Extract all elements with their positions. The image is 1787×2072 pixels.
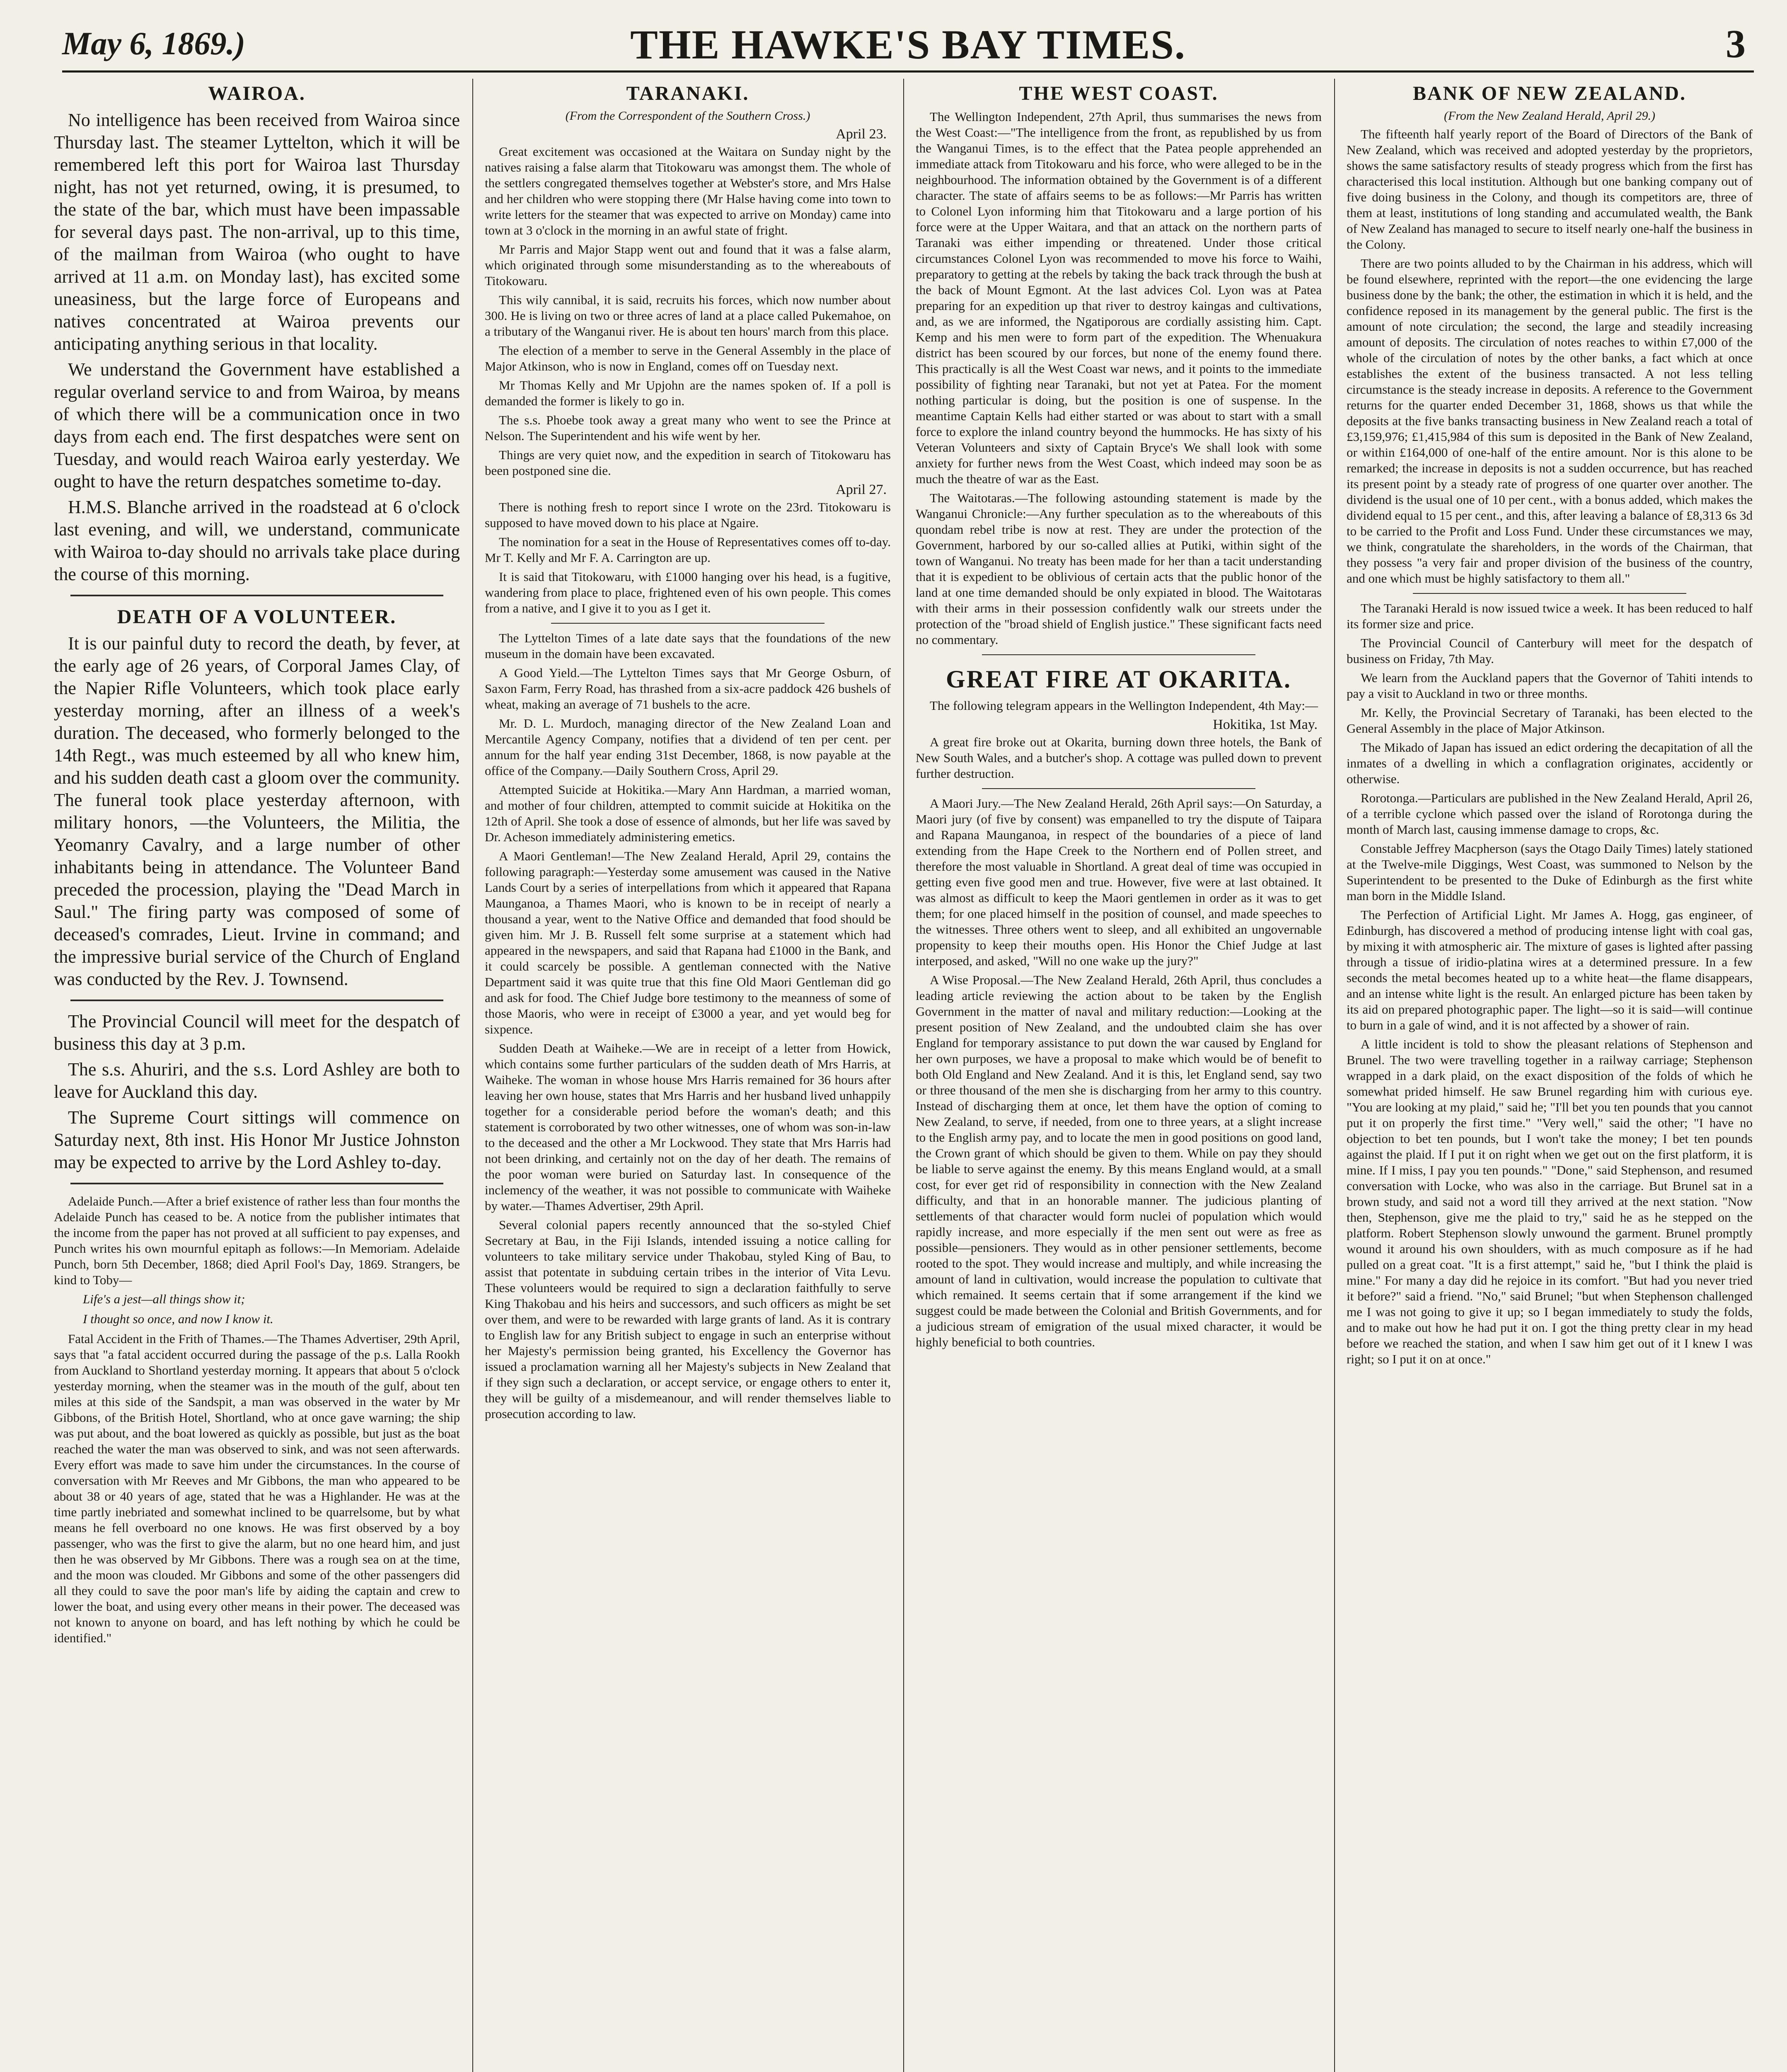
page-number: 3 <box>1726 22 1746 66</box>
column-divider <box>1334 79 1335 2072</box>
taranaki-paragraph: The nomination for a seat in the House of Representatives comes off to-day. Mr T. Kelly and Mr F. A. Carrington are up. <box>485 535 891 565</box>
section-divider <box>551 623 825 624</box>
notice-paragraph: The Provincial Council will meet for the despatch of business this day at 3 p.m. <box>54 1011 460 1054</box>
fire-dateline: Hokitika, 1st May. <box>1213 717 1318 732</box>
issue-date: May 6, 1869.) <box>62 25 245 61</box>
macpherson-paragraph: Constable Jeffrey Macpherson (says the Otago Daily Times) lately stationed at the Twelve-mile Diggings, West Coast, was summoned to Nelson by the Superintendent to be presented to the Duke of Edinburgh as the first white man born in the Middle Island. <box>1347 841 1753 903</box>
column-1 <box>54 79 460 2072</box>
bank-heading: BANK OF NEW ZEALAND. <box>1412 82 1687 104</box>
yield-paragraph: A Good Yield.—The Lyttelton Times says that Mr George Osburn, of Saxon Farm, Ferry Road, has thrashed from a six-acre paddock 426 bushels of wheat, making an average of 71 bushels to the acre. <box>485 666 891 712</box>
herald-paragraph: The Taranaki Herald is now issued twice a week. It has been reduced to half its former size and price. <box>1347 601 1753 631</box>
masthead <box>62 17 1754 73</box>
taranaki-heading: TARANAKI. <box>626 82 750 104</box>
taranaki-paragraph: Mr Parris and Major Stapp went out and found that it was a false alarm, which originated through some misunderstanding as to the whereabouts of Titokowaru. <box>485 242 891 288</box>
bank-byline: (From the New Zealand Herald, April 29.) <box>1444 109 1655 123</box>
mikado-paragraph: The Mikado of Japan has issued an edict ordering the decapitation of all the inmates of a dwelling in which a conflagration originates, accidently or otherwise. <box>1347 740 1753 786</box>
column-divider <box>472 79 473 2072</box>
column-3 <box>916 79 1322 2072</box>
rorotonga-paragraph: Rorotonga.—Particulars are published in the New Zealand Herald, April 26, of a terrible cyclone which passed over the island of Rorotonga during the month of March last, causing immense damage to crops, &c. <box>1347 791 1753 837</box>
section-divider <box>982 654 1255 655</box>
artificial-light-paragraph: The Perfection of Artificial Light. Mr James A. Hogg, gas engineer, of Edinburgh, has discovered a method of producing intense light with coal gas, by mixing it with atmospheric air. The mixture of gases is lighted after passing through a tissue of iridio-platina wires at a determined pressure. In a few seconds the metal becomes heated up to a white heat—the flame disappears, and an intense white light is the result. An enlarged picture has been taken by its aid on prepared photographic paper. The light—so it is said—will continue to burn in a gale of wind, and it is not affected by a shower of rain. <box>1347 908 1753 1032</box>
newspaper-title: THE HAWKE'S BAY TIMES. <box>630 22 1186 68</box>
stephenson-paragraph: A little incident is told to show the pleasant relations of Stephenson and Brunel. The two were travelling together in a railway carriage; Stephenson wrapped in a dark plaid, on the exact disposition of the folds of which he somewhat prided himself. He saw Brunel regarding him with curious eye. "You are looking at my plaid," said he; "I'll bet you ten pounds that you cannot put it on properly the first time." "Very well," said the other; "I have no objection to bet ten pounds, but I won't take the money; I bet ten pounds against the plaid. If I put it on right when we get out on the first platform, it is mine. If I miss, I pay you ten pounds." "Done," said Stephenson, and resumed conversation with Locke, who was also in the carriage. But Brunel sat in a brown study, and said not a word till they arrived at the next station. "Now then, Stephenson, give me the plaid to try," said he as he stepped on the platform. Robert Stephenson slowly unwound the garment. Brunel promptly wound it around his own shoulders, with as much composure as if he had pulled on a great coat. "It is a first attempt," said he, "but I think the plaid is mine." For many a day did he rejoice in its comfort. "But had you never tried it before?" said a friend. "No," said Brunel; "but when Stephenson challenged me I was not going to give it up; so I began immediately to study the folds, and to make out how he had put it on. I got the thing pretty clear in my head before we reached the station, and when I saw him get out of it I knew I was right; so I put it on at once." <box>1347 1037 1753 1366</box>
taranaki-paragraph: This wily cannibal, it is said, recruits his forces, which now number about 300. He is living on two or three acres of land at a place called Pukemahoe, on a tributary of the Wanganui river. He is about ten hours' march from this place. <box>485 293 891 339</box>
fire-paragraph: A great fire broke out at Okarita, burning down three hotels, the Bank of New South Wales, and a butcher's shop. A cottage was pulled down to prevent further destruction. <box>916 735 1322 781</box>
notice-paragraph: The s.s. Ahuriri, and the s.s. Lord Ashley are both to leave for Auckland this day. <box>54 1059 460 1102</box>
volunteer-paragraph: It is our painful duty to record the death, by fever, at the early age of 26 years, of Corporal James Clay, of the Napier Rifle Volunteers, which took place early yesterday morning, after an illness of a week's duration. The deceased, who formerly belonged to the 14th Regt., was much esteemed by all who knew him, and his sudden death cast a gloom over the community. The funeral took place yesterday afternoon, with military honors, —the Volunteers, the Militia, the Yeomanry Cavalry, and a large number of other inhabitants being in attendance. The Volunteer Band preceded the procession, playing the "Dead March in Saul." The firing party was composed of some of deceased's comrades, Lieut. Irvine in command; and the impressive burial service of the Church of England was conducted by the Rev. J. Townsend. <box>54 633 460 989</box>
punch-paragraph: Adelaide Punch.—After a brief existence of rather less than four months the Adelaide Punch has ceased to be. A notice from the publisher intimates that the income from the paper has not proved at all sufficient to pay expenses, and Punch writes his own mournful epitaph as follows:—In Memoriam. Adelaide Punch, born 5th December, 1868; died April Fool's Day, 1869. Strangers, be kind to Toby— <box>54 1194 460 1287</box>
bank-paragraph: The fifteenth half yearly report of the Board of Directors of the Bank of New Zealand, which was received and adopted yesterday by the proprietors, shows the same satisfactory results of steady progress which from the first has characterised this local institution. Although but one banking company out of five doing business in the Colony, and though its competitors are, three of them at least, institutions of long standing and accumulated wealth, the Bank of New Zealand has managed to secure to itself nearly one-half the business in the Colony. <box>1347 127 1753 252</box>
columns <box>54 79 1753 2072</box>
section-divider <box>982 788 1255 789</box>
wairoa-paragraph: No intelligence has been received from Wairoa since Thursday last. The steamer Lyttelton, which it will be remembered left this port for Wairoa last Thursday night, has not yet returned, owing, it is presumed, to the state of the bar, which must have been impassable for several days past. The non-arrival, up to this time, of the mailman from Wairoa (who ought to have arrived at 11 a.m. on Monday last), has excited some uneasiness, but the large force of Europeans and natives concentrated at Wairoa prevents our anticipating anything serious in that locality. <box>54 110 460 354</box>
west-coast-heading: THE WEST COAST. <box>1019 82 1219 104</box>
fiji-paragraph: Several colonial papers recently announced that the so-styled Chief Secretary at Bau, in the Fiji Islands, intended issuing a notice calling for volunteers to take military service under Thakobau, styled King of Bau, to assist that potentate in subduing certain tribes in the interior of Vita Levu. These volunteers would be required to sign a declaration faithfully to serve King Thakobau and his heirs and successors, and such officers as might be set over them, and were to be rewarded with large grants of land. As it is contrary to English law for any British subject to engage in such an enterprise without her Majesty's permission being granted, his Excellency the Governor has issued a proclamation warning all her Majesty's subjects in New Zealand that if they sign such a declaration, or accept service, or engage others to enter it, they will be guilty of a misdemeanour, and will render themselves liable to prosecution according to law. <box>485 1218 891 1421</box>
bank-paragraph: There are two points alluded to by the Chairman in his address, which will be found elsewhere, reprinted with the report—the one evidencing the large business done by the bank; the other, the estimation in which it is held, and the confidence reposed in its management by the general public. The first is the amount of note circulation; the second, the large and steadily increasing amount of deposits. The circulation of notes reaches to within £7,000 of the whole of the circulation of notes by the other banks, a fact which at once establishes the extent of the business transacted. A not less telling circumstance is the steady increase in deposits. A reference to the Government returns for the quarter ended December 31, 1868, shows us that while the deposits at the five banks transacting business in New Zealand reach a total of £3,159,976; £1,415,984 of this sum is deposited in the Bank of New Zealand, or within £164,000 of one-half of the entire amount. Nor is this alone to be remarked; the increase in deposits is not a sudden occurrence, but has reached its present point by a steady rate of progress of one quarter over another. The dividend is the usual one of 10 per cent., with a bonus added, which makes the dividend equal to 15 per cent., and this, after leaving a balance of £8,313 6s 3d to be carried to the Profit and Loss Fund. Under these circumstances we may, we think, congratulate the shareholders, in the words of the Chairman, that they possess "a very fair and proper division of the business of the country, and one which must be highly satisfactory to them all." <box>1347 256 1753 586</box>
taranaki-paragraph: The s.s. Phoebe took away a great many who went to see the Prince at Nelson. The Superintendent and his wife went by her. <box>485 413 891 443</box>
kelly-paragraph: Mr. Kelly, the Provincial Secretary of Taranaki, has been elected to the General Assembly in the place of Major Atkinson. <box>1347 705 1753 736</box>
taranaki-dateline: April 23. <box>836 126 887 142</box>
taranaki-paragraph: It is said that Titokowaru, with £1000 hanging over his head, is a fugitive, wandering from place to place, frightened even of his own people. This comes from a native, and I give it to you as I get it. <box>485 569 891 615</box>
waiheke-paragraph: Sudden Death at Waiheke.—We are in receipt of a letter from Howick, which contains some further particulars of the sudden death of Mrs Harris, at Waiheke. The woman in whose house Mrs Harris remained for 36 hours after leaving her own house, states that Mrs Harris and her husband lived unhappily together for a considerable period before the woman's death; and this statement is corroborated by two other witnesses, one of whom was son-in-law to the deceased and the other a Mr Lockwood. They state that Mrs Harris had not been drinking, and certainly not on the day of her death. The remains of the poor woman were buried on Saturday last. In consequence of the inclemency of the weather, it was not possible to communicate with Waiheke by water.—Thames Advertiser, 29th April. <box>485 1041 891 1213</box>
taranaki-paragraph: Great excitement was occasioned at the Waitara on Sunday night by the natives raising a false alarm that Titokowaru was amongst them. The whole of the settlers congregated themselves together at Webster's store, and Mrs Halse and her children who were stopping there (Mr Halse having come into town to write letters for the steamer that was expected to arrive on Monday) came into town at 3 o'clock in the morning in an awful state of fright. <box>485 144 891 237</box>
taranaki-paragraph: There is nothing fresh to report since I wrote on the 23rd. Titokowaru is supposed to have moved down to his place at Ngaire. <box>485 500 891 530</box>
volunteer-heading: DEATH OF A VOLUNTEER. <box>117 606 397 628</box>
dividend-paragraph: Mr. D. L. Murdoch, managing director of the New Zealand Loan and Mercantile Agency Company, notifies that a dividend of ten per cent. per annum for the half year ending 31st December, 1868, is now payable at the office of the Company.—Daily Southern Cross, April 29. <box>485 716 891 778</box>
taranaki-paragraph: Mr Thomas Kelly and Mr Upjohn are the names spoken of. If a poll is demanded the former is likely to go in. <box>485 378 891 408</box>
section-divider <box>70 1000 443 1001</box>
suicide-paragraph: Attempted Suicide at Hokitika.—Mary Ann Hardman, a married woman, and mother of four children, attempted to commit suicide at Hokitika on the 12th of April. She took a dose of essence of almonds, but her life was saved by Dr. Acheson immediately administering emetics. <box>485 782 891 844</box>
tahiti-paragraph: We learn from the Auckland papers that the Governor of Tahiti intends to pay a visit to Auckland in two or three months. <box>1347 670 1753 701</box>
wairoa-paragraph: We understand the Government have established a regular overland service to and from Wairoa, by means of which there will be a communication once in two days from each end. The first despatches were sent on Tuesday, and would reach Wairoa early yesterday. We ought to have the return despatches sometime to-day. <box>54 359 460 491</box>
taranaki-byline: (From the Correspondent of the Southern Cross.) <box>565 109 810 123</box>
wairoa-heading: WAIROA. <box>208 82 306 104</box>
taranaki-dateline: April 27. <box>836 482 887 497</box>
wise-proposal-paragraph: A Wise Proposal.—The New Zealand Herald, 26th April, thus concludes a leading article reviewing the action about to be taken by the English Government in the matter of naval and military reduction:—Looking at the present position of New Zealand, and the undoubted claim she has over England for temporary assistance to put down the war caused by England for her own purposes, we have a proposal to make which would be of benefit to both Old England and New Zealand. And it is this, let England send, say two or three thousand of the men she is discharging from her army to this country. Instead of discharging them at once, let them have the option of coming to New Zealand, to serve, if needed, from one to three years, at a slight increase to the English army pay, and to locate the men in good positions on good land, the Crown grant of which should be given to them. While on pay they should be liable to serve against the enemy. By this means England would, at a small cost, for ever get rid of responsibility in connection with the New Zealand difficulty, and that in an honorable manner. The judicious planting of settlements of that character would form nuclei of population which would rapidly increase, and more especially if the men sent out were as free as possible—pensioners. They would as in other pensioner settlements, become rooted to the spot. They would increase and multiply, and while increasing the amount of land in cultivation, would increase the population to cultivate that which remained. It seems certain that if some arrangement if the kind we suggest could be made between the Colonial and British Governments, and for a judicious stream of emigration of the usual mixed character, it would be highly beneficial to both countries. <box>916 973 1322 1349</box>
section-divider <box>1413 593 1686 594</box>
column-2 <box>485 79 891 2072</box>
wairoa-paragraph: H.M.S. Blanche arrived in the roadstead at 6 o'clock last evening, and will, we understand, communicate with Wairoa to-day should no arrivals take place during the course of this morning. <box>54 497 460 584</box>
taranaki-paragraph: The election of a member to serve in the General Assembly in the place of Major Atkinson, who is now in England, comes off on Tuesday next. <box>485 343 891 373</box>
accident-paragraph: Fatal Accident in the Frith of Thames.—The Thames Advertiser, 29th April, says that "a fatal accident occurred during the passage of the p.s. Lalla Rookh from Auckland to Shortland yesterday morning. It appears that about 5 o'clock yesterday morning, when the steamer was in the mouth of the gulf, about ten miles at this side of the Sandspit, a man was observed in the water by Mr Gibbons, of the British Hotel, Shortland, who at once gave warning; the ship was put about, and the boat lowered as quickly as possible, but just as the boat reached the water the man was observed to sink, and was not seen afterwards. Every effort was made to save him under the circumstances. In the course of conversation with Mr Reeves and Mr Gibbons, the man who appeared to be about 38 or 40 years of age, stated that he was a Highlander. He was at the time partly inebriated and somewhat inclined to be quarrelsome, but by what means he fell overboard no one knows. He was first observed by a boy passenger, who was the first to give the alarm, but no one heard him, and just then he was observed by Mr Gibbons. There was a rough sea on at the time, and the moon was clouded. Mr Gibbons and some of the other passengers did all they could to save the poor man's life by aiding the captain and crew to lower the boat, and using every other means in their power. The deceased was not known to anyone on board, and has left nothing by which he could be identified." <box>54 1331 460 1645</box>
okarita-fire-heading: GREAT FIRE AT OKARITA. <box>946 666 1291 693</box>
epitaph-line: Life's a jest—all things show it; <box>83 1292 245 1306</box>
waitotaras-paragraph: The Waitotaras.—The following astounding statement is made by the Wanganui Chronicle:—Any further speculation as to the whereabouts of this quondam rebel tribe is now at rest. They are under the protection of the Government, harbored by our so-called allies at Putiki, within sight of the town of Wanganui. No treaty has been made for her than a tacit understanding that it is expedient to be oblivious of certain acts that the public honor of the land at one time demanded should be only expiated in blood. The Waitotaras with their arms in their possession confidently walk our streets under the protection of the "broad shield of English justice." These significant facts need no commentary. <box>916 491 1322 647</box>
canterbury-paragraph: The Provincial Council of Canterbury will meet for the despatch of business on Friday, 7th May. <box>1347 636 1753 666</box>
taranaki-paragraph: Things are very quiet now, and the expedition in search of Titokowaru has been postponed sine die. <box>485 448 891 478</box>
section-divider <box>70 1183 443 1184</box>
notice-paragraph: The Supreme Court sittings will commence on Saturday next, 8th inst. His Honor Mr Justice Johnston may be expected to arrive by the Lord Ashley to-day. <box>54 1107 460 1172</box>
west-coast-paragraph: The Wellington Independent, 27th April, thus summarises the news from the West Coast:—"The intelligence from the front, as republished by us from the Wanganui Times, is to the effect that the Patea people apprehended an immediate attack from Titokowaru and his force, who were alleged to be in the neighbourhood. The information obtained by the Government is of a different character. The state of affairs seems to be as follows:—Mr Parris has written to Colonel Lyon informing him that Titokowaru and a large portion of his force were at the Upper Waitara, and that an attack on the northern parts of Taranaki was either impending or threatened. Under those critical circumstances Colonel Lyon was recommended to move his force to Waihi, preparatory to getting at the rebels by taking the back track through the bush at the back of Mount Egmont. At the last advices Col. Lyon was at Patea preparing for an expedition up that river to destroy kaingas and cultivations, and, as we are informed, the Ngatiporous are cordially assisting him. Capt. Kemp and his men were to form part of the expedition. The Whenuakura district has been scoured by our forces, but none of the enemy found there. This practically is all the West Coast war news, and it points to the immediate possibility of fighting near Taranaki, but not yet at Patea. For the moment nothing particular is doing, but the position is one of suspense. In the meantime Captain Kells had either started or was about to start with a small force to explore the inland country beyond the hummocks. He has sixty of his Veteran Volunteers and sixty of Captain Bryce's We shall look with some anxiety for further news from the West Coast, which indeed may soon be as much the theatre of war as the East. <box>916 109 1322 486</box>
maori-jury-paragraph: A Maori Jury.—The New Zealand Herald, 26th April says:—On Saturday, a Maori jury (of five by consent) was empanelled to try the dispute of Taipara and Rapana Maunganoa, in respect of the boundaries of a piece of land extending from the Hape Creek to the Northern end of Pollen street, and therefore the most valuable in Shortland. A great deal of time was occupied in getting even five good men and true. However, five were at last obtained. It was almost as difficult to keep the Maori gentlemen in order as it was to get them; for one placed himself in the position of counsel, and made speeches to the witnesses. Three others went to sleep, and all exhibited an ungovernable propensity to keep their mouths open. His Honor the Chief Judge at last interposed, and asked, "Will no one wake up the jury?" <box>916 796 1322 968</box>
section-divider <box>70 595 443 596</box>
epitaph-line: I thought so once, and now I know it. <box>83 1312 273 1326</box>
maori-gentleman-paragraph: A Maori Gentleman!—The New Zealand Herald, April 29, contains the following paragraph:—Yesterday some amusement was caused in the Native Lands Court by a series of interpellations from which it appeared that Rapana Maunganoa, a Thames Maori, who is known to be in receipt of nearly a thousand a year, went to the Native Office and demanded that food should be given him. Mr J. B. Russell felt some surprise at a statement which had appeared in the newspapers, and said that Rapana had £1000 in the Bank, and it could scarcely be possible. A gentleman connected with the Native Department said it was quite true that this fine Old Maori Gentleman did go and ask for food. The Chief Judge bore testimony to the meanness of some of those Maoris, who were in receipt of £3000 a year, and yet would beg for sixpence. <box>485 849 891 1036</box>
column-divider <box>903 79 904 2072</box>
column-4 <box>1347 79 1753 2072</box>
museum-paragraph: The Lyttelton Times of a late date says that the foundations of the new museum in the domain have been excavated. <box>485 631 891 661</box>
fire-intro: The following telegram appears in the Wellington Independent, 4th May:— <box>930 698 1318 713</box>
